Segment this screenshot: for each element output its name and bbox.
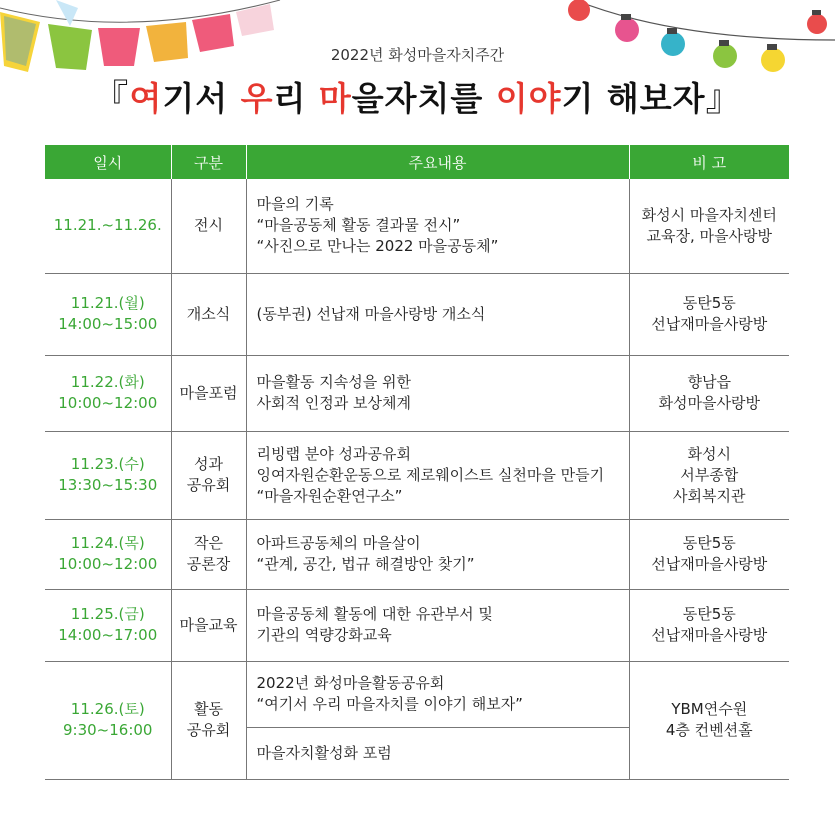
note-line: 화성마을사랑방 bbox=[658, 394, 760, 412]
content-line: 잉여자원순환운동으로 제로웨이스트 실천마을 만들기 bbox=[256, 465, 605, 484]
note-cell bbox=[629, 431, 789, 519]
content-line: “여기서 우리 마을자치를 이야기 해보자” bbox=[256, 695, 523, 713]
header-note: 비 고 bbox=[629, 145, 789, 179]
content-cell bbox=[246, 661, 629, 727]
date-text: 11.24.(목) bbox=[70, 534, 145, 552]
table-row bbox=[45, 273, 789, 355]
category-cell bbox=[171, 355, 246, 431]
table-header-row bbox=[45, 145, 789, 179]
date-cell bbox=[45, 589, 171, 661]
content-line: “마을자원순환연구소” bbox=[256, 486, 403, 505]
date-text: 11.25.(금) bbox=[70, 605, 145, 623]
event-subtitle: 2022년 화성마을자치주간 bbox=[330, 46, 505, 64]
date-text: 11.22.(화) bbox=[70, 373, 145, 391]
category-cell bbox=[171, 431, 246, 519]
note-cell bbox=[629, 273, 789, 355]
schedule-table bbox=[45, 145, 789, 780]
content-line: 기관의 역량강화교육 bbox=[256, 626, 392, 644]
title-part: 마 bbox=[318, 79, 352, 118]
content-cell bbox=[246, 431, 629, 519]
time-text: 10:00~12:00 bbox=[58, 555, 158, 573]
category-text: 작은 bbox=[194, 534, 223, 552]
title-part: 여 bbox=[129, 79, 163, 118]
note-line: 서부종합 bbox=[680, 465, 739, 484]
content-line: 아파트공동체의 마을살이 bbox=[256, 534, 421, 552]
content-cell bbox=[246, 589, 629, 661]
note-cell bbox=[629, 519, 789, 589]
note-cell bbox=[629, 589, 789, 661]
content-cell bbox=[246, 355, 629, 431]
note-line: 교육장, 마을사랑방 bbox=[646, 226, 772, 245]
title-part: 야 bbox=[528, 79, 562, 118]
content-line: “사진으로 만나는 2022 마을공동체” bbox=[256, 237, 499, 256]
note-line: 선납재마을사랑방 bbox=[651, 626, 768, 644]
time-text: 14:00~17:00 bbox=[58, 626, 158, 644]
table-row bbox=[45, 431, 789, 519]
category-text: 활동 bbox=[194, 700, 223, 718]
date-cell bbox=[45, 355, 171, 431]
category-cell bbox=[171, 661, 246, 779]
content-cell bbox=[246, 179, 629, 273]
content-line: 마을활동 지속성을 위한 bbox=[256, 373, 411, 391]
content-line: 리빙랩 분야 성과공유회 bbox=[256, 444, 411, 463]
content-cell bbox=[246, 519, 629, 589]
title-part: 이 bbox=[495, 79, 529, 118]
category-text: 공유회 bbox=[186, 721, 231, 739]
note-line: 선납재마을사랑방 bbox=[651, 555, 768, 573]
content-line: 2022년 화성마을활동공유회 bbox=[256, 674, 445, 692]
note-cell bbox=[629, 355, 789, 431]
table-row bbox=[45, 661, 789, 727]
category-cell bbox=[171, 273, 246, 355]
content-line: 사회적 인정과 보상체계 bbox=[256, 394, 411, 412]
event-title bbox=[0, 70, 835, 121]
title-part: 우 bbox=[240, 79, 274, 118]
date-text: 11.21.~11.26. bbox=[53, 216, 162, 235]
category-cell bbox=[171, 179, 246, 273]
note-line: 향남읍 bbox=[687, 373, 731, 391]
content-line: “관계, 공간, 법규 해결방안 찾기” bbox=[256, 555, 475, 573]
date-text: 11.23.(수) bbox=[70, 455, 145, 473]
title-part: 을자치를 bbox=[351, 79, 496, 118]
category-text: 성과 bbox=[194, 455, 223, 473]
category-text: 전시 bbox=[194, 216, 223, 235]
header-category: 구분 bbox=[171, 145, 246, 179]
bunting-flags-decoration bbox=[0, 0, 300, 80]
time-text: 14:00~15:00 bbox=[58, 315, 158, 333]
content-line: 마을공동체 활동에 대한 유관부서 및 bbox=[256, 605, 493, 623]
title-open-bracket: 『 bbox=[92, 78, 130, 119]
date-cell bbox=[45, 273, 171, 355]
date-text: 11.21.(월) bbox=[70, 294, 145, 312]
note-line: 동탄5동 bbox=[682, 534, 736, 552]
category-text: 마을포럼 bbox=[179, 383, 238, 402]
content-cell bbox=[246, 727, 629, 779]
header-content: 주요내용 bbox=[246, 145, 629, 179]
note-line: 화성시 bbox=[687, 444, 731, 463]
content-line: 마을의 기록 bbox=[256, 195, 334, 214]
title-close-bracket: 』 bbox=[705, 78, 743, 119]
note-line: 동탄5동 bbox=[682, 605, 736, 623]
category-text: 공유회 bbox=[186, 476, 231, 494]
header-date: 일시 bbox=[45, 145, 171, 179]
note-line: 화성시 마을자치센터 bbox=[641, 205, 777, 224]
content-line: (동부권) 선납재 마을사랑방 개소식 bbox=[256, 304, 486, 323]
note-cell bbox=[629, 661, 789, 779]
note-line: 사회복지관 bbox=[673, 486, 746, 505]
time-text: 13:30~15:30 bbox=[58, 476, 158, 494]
title-part: 기 해보자 bbox=[561, 79, 706, 118]
content-line: “마을공동체 활동 결과물 전시” bbox=[256, 216, 461, 235]
time-text: 9:30~16:00 bbox=[63, 721, 153, 739]
table-row bbox=[45, 355, 789, 431]
category-cell bbox=[171, 589, 246, 661]
category-text: 공론장 bbox=[186, 555, 231, 573]
date-cell bbox=[45, 179, 171, 273]
date-cell bbox=[45, 519, 171, 589]
table-row bbox=[45, 179, 789, 273]
note-cell bbox=[629, 179, 789, 273]
date-cell bbox=[45, 661, 171, 779]
note-line: 4층 컨벤션홀 bbox=[665, 721, 753, 739]
time-text: 10:00~12:00 bbox=[58, 394, 158, 412]
content-cell bbox=[246, 273, 629, 355]
note-line: 선납재마을사랑방 bbox=[651, 315, 768, 333]
title-part: 기서 bbox=[162, 79, 241, 118]
content-line: 마을자치활성화 포럼 bbox=[256, 743, 392, 762]
date-cell bbox=[45, 431, 171, 519]
note-line: YBM연수원 bbox=[671, 700, 748, 718]
date-text: 11.26.(토) bbox=[70, 700, 145, 718]
category-cell bbox=[171, 519, 246, 589]
category-text: 개소식 bbox=[186, 304, 231, 323]
table-row bbox=[45, 589, 789, 661]
title-part: 리 bbox=[273, 79, 319, 118]
category-text: 마을교육 bbox=[179, 615, 238, 634]
note-line: 동탄5동 bbox=[682, 294, 736, 312]
table-row bbox=[45, 519, 789, 589]
